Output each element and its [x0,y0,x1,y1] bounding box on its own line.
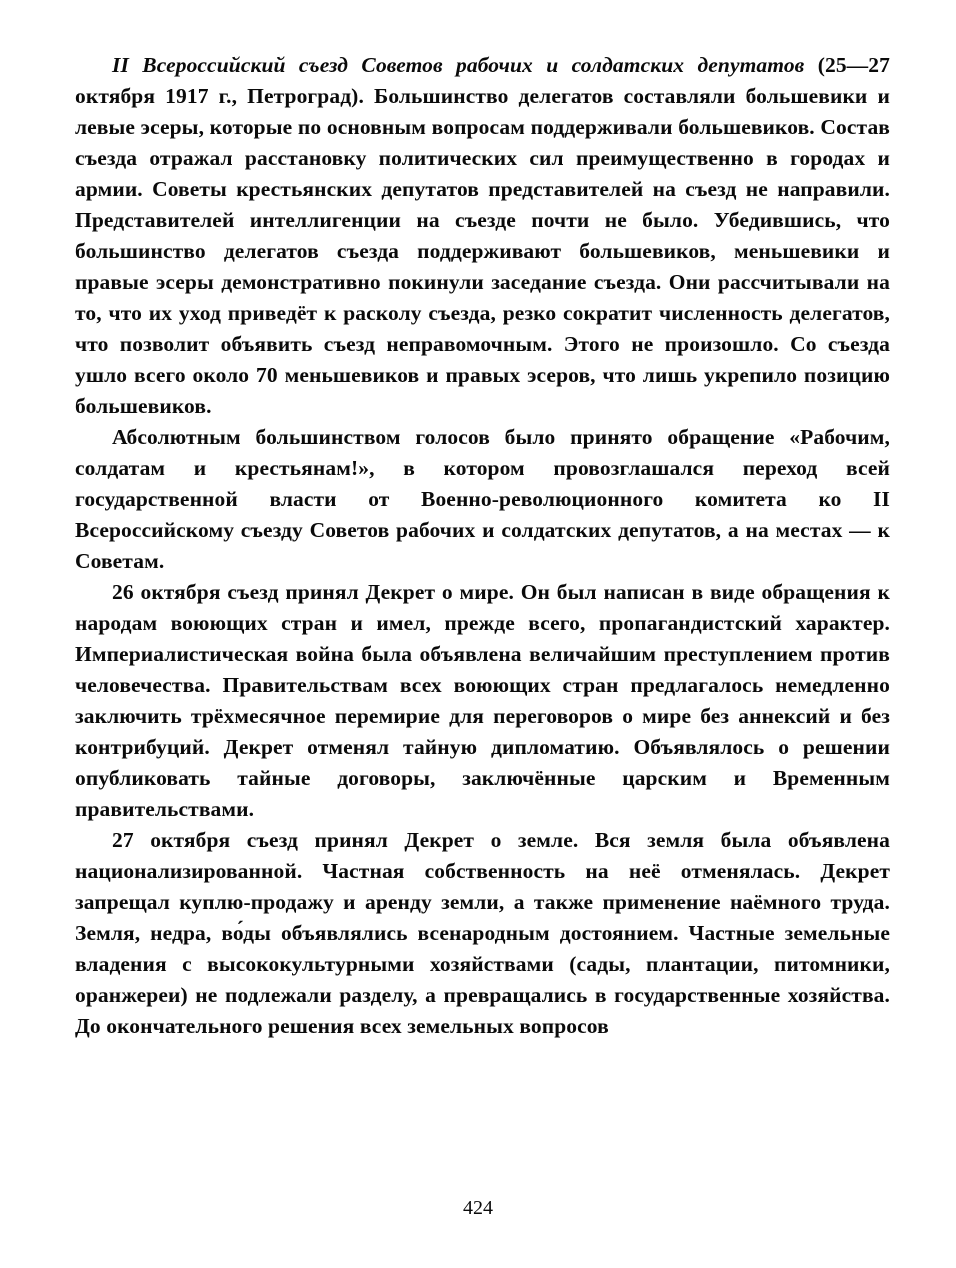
paragraph-lead-title: II Всероссийский съезд Советов рабочих и солдатских депутатов [112,53,805,77]
paragraph-decree-peace: 26 октября съезд принял Декрет о мире. Он был написан в виде обращения к народам воюющих стран и имел, прежде всего, пропагандистский характер. Империалистическая война была объявлена величайшим преступлением против человечества. Правительствам всех воюющих стран предлагалось немедленно заключить трёхмесячное перемирие для переговоров о мире без аннексий и без контрибуций. Декрет отменял тайную дипломатию. Объявлялось о решении опубликовать тайные договоры, заключённые царским и Временным правительствами. [75,580,890,821]
paragraph-congress [75,50,890,422]
paragraph-decree-land: 27 октября съезд принял Декрет о земле. Вся земля была объявлена национализированной. Частная собственность на неё отменялась. Декрет запрещал куплю-продажу и аренду земли, а также применение наёмного труда. Земля, недра, во́ды объявлялись всенародным достоянием. Частные земельные владения с высококультурными хозяйствами (сады, плантации, питомники, оранжереи) не подлежали разделу, а превращались в государственные хозяйства. До окончательного решения всех земельных вопросов [75,828,890,1038]
paragraph-body-text: (25—27 октября 1917 г., Петроград). Большинство делегатов составляли большевики и левые эсеры, которые по основным вопросам поддерживали большевиков. Состав съезда отражал расстановку политических сил преимущественно в городах и армии. Советы крестьянских депутатов представителей на съезд не направили. Представителей интеллигенции на съезде почти не было. Убедившись, что большинство делегатов съезда поддерживают большевиков, меньшевики и правые эсеры демонстративно покинули заседание съезда. Они рассчитывали на то, что их уход приведёт к расколу съезда, резко сократит численность делегатов, что позволит объявить съезд неправомочным. Этого не произошло. Со съезда ушло всего около 70 меньшевиков и правых эсеров, что лишь укрепило позицию большевиков. [75,53,890,418]
text-block [75,50,890,1042]
page-number: 424 [463,1197,493,1219]
paragraph-appeal: Абсолютным большинством голосов было принято обращение «Рабочим, солдатам и крестьянам!», в котором провозглашался переход всей государственной власти от Военно-революционного комитета ко II Всероссийскому съезду Советов рабочих и солдатских депутатов, а на местах — к Советам. [75,425,890,573]
